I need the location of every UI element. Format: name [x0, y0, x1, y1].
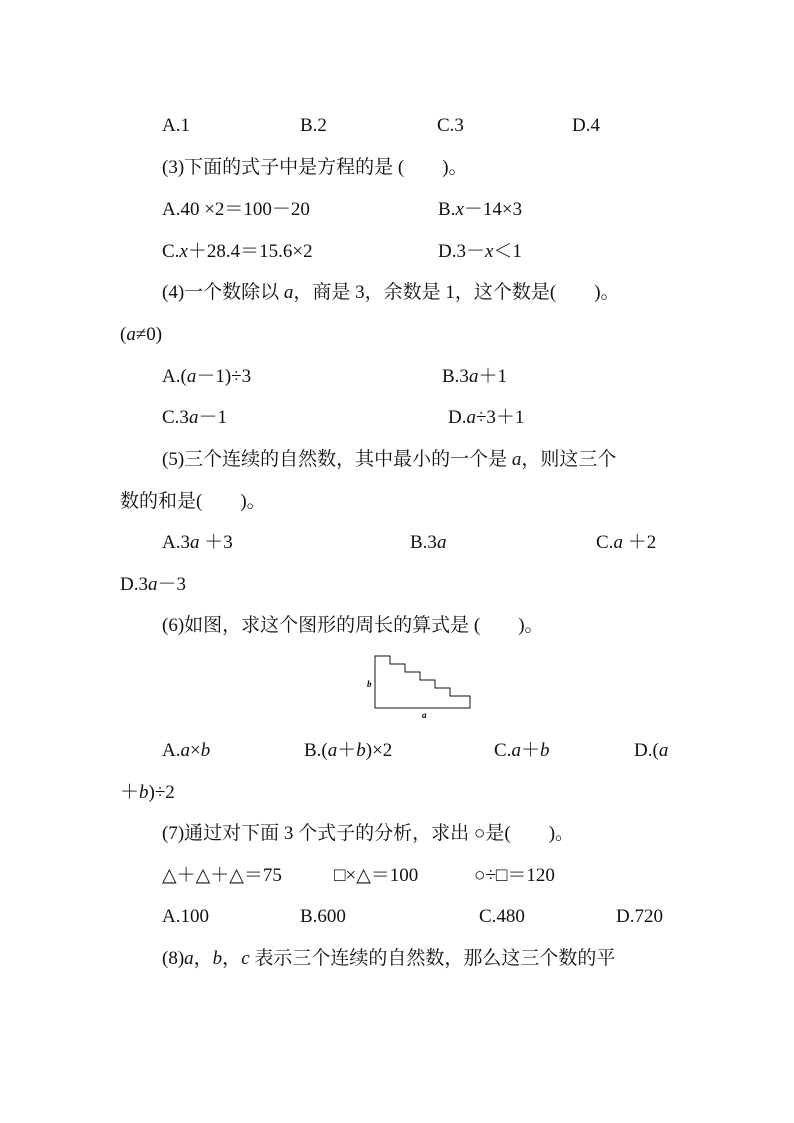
q5-option-b: B.3a [410, 532, 447, 553]
q2-option-a: A.1 [162, 115, 190, 136]
q6-option-a: A.a×b [162, 740, 211, 761]
q5-stem-line1: (5)三个连续的自然数，其中最小的一个是 a，则这三个 [162, 449, 617, 470]
figure-label-b: b [367, 679, 372, 689]
q7-equation-3: ○÷□＝120 [474, 865, 555, 886]
q4-stem: (4)一个数除以 a，商是 3，余数是 1，这个数是( )。 [162, 282, 620, 303]
q6-option-d: D.(a [634, 740, 669, 761]
q4-option-b: B.3a＋1 [442, 366, 507, 387]
q7-option-b: B.600 [300, 906, 346, 927]
staircase-figure [360, 650, 480, 726]
q7-option-d: D.720 [616, 906, 663, 927]
q6-option-c: C.a＋b [494, 740, 550, 761]
q4-condition: (a≠0) [120, 324, 163, 345]
q2-option-d: D.4 [572, 115, 600, 136]
q3-option-d: D.3－x＜1 [438, 241, 522, 262]
q4-option-d: D.a÷3＋1 [448, 407, 525, 428]
q4-option-c: C.3a－1 [162, 407, 227, 428]
q7-equation-2: □×△＝100 [334, 865, 419, 886]
figure-label-a: a [422, 710, 427, 720]
q3-option-b: B.x－14×3 [438, 199, 523, 220]
q7-option-a: A.100 [162, 906, 209, 927]
q5-option-d: D.3a－3 [120, 574, 186, 595]
q6-option-b: B.(a＋b)×2 [304, 740, 393, 761]
q3-stem: (3)下面的式子中是方程的是 ( )。 [162, 157, 468, 178]
q6-stem: (6)如图，求这个图形的周长的算式是 ( )。 [162, 615, 544, 636]
q8-stem: (8)a，b，c 表示三个连续的自然数，那么这三个数的平 [162, 948, 616, 969]
staircase-outline [375, 656, 470, 708]
q6-option-d-cont: ＋b)÷2 [120, 782, 175, 803]
q2-option-b: B.2 [300, 115, 327, 136]
q7-stem: (7)通过对下面 3 个式子的分析，求出 ○是( )。 [162, 823, 575, 844]
q2-option-c: C.3 [437, 115, 464, 136]
q5-option-c: C.a ＋2 [596, 532, 657, 553]
q7-option-c: C.480 [479, 906, 525, 927]
q3-option-c: C.x＋28.4＝15.6×2 [162, 241, 313, 262]
q5-option-a: A.3a ＋3 [162, 532, 233, 553]
q7-equation-1: △＋△＋△＝75 [162, 865, 282, 886]
q5-stem-line2: 数的和是( )。 [120, 491, 266, 512]
q3-option-a: A.40 ×2＝100－20 [162, 199, 310, 220]
q4-option-a: A.(a－1)÷3 [162, 366, 252, 387]
